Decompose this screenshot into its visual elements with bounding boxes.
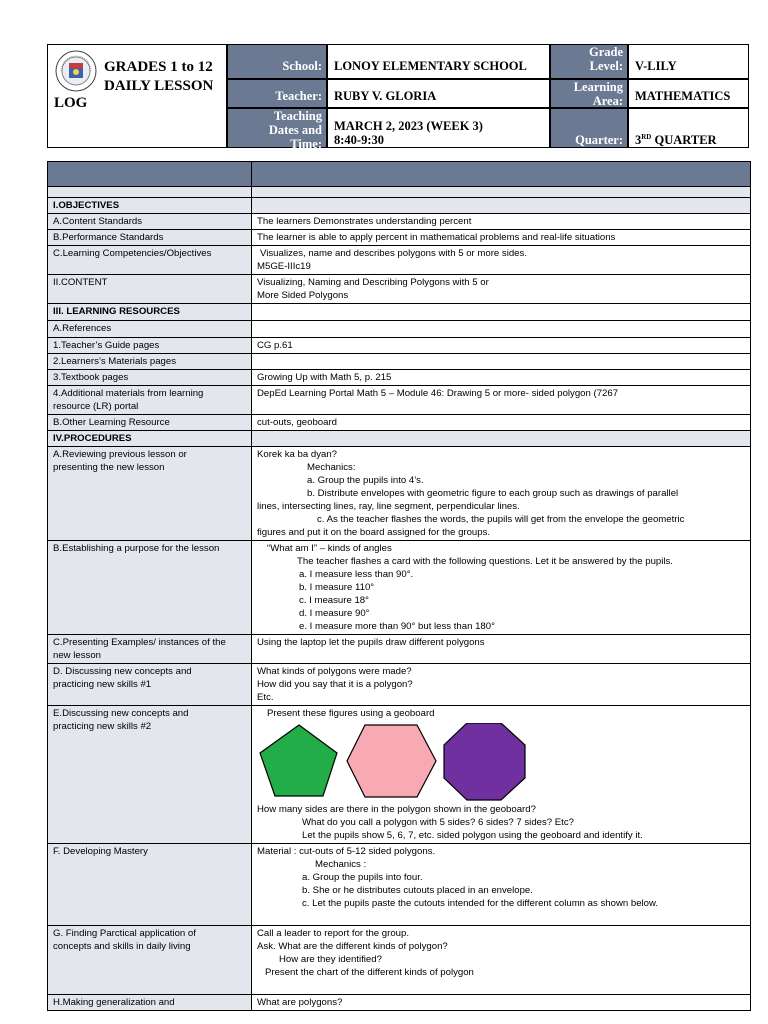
mastery-line: a. Group the pupils into four.	[302, 872, 423, 883]
teaching-dates-label	[227, 108, 327, 151]
mastery-line: Mechanics :	[315, 859, 367, 870]
presenting-label-line1: C.Presenting Examples/ instances of the	[53, 637, 226, 648]
application-line: Present the chart of the different kinds of polygon	[265, 967, 474, 978]
purpose-line: c. I measure 18°	[299, 595, 369, 606]
application-value	[252, 926, 751, 995]
competencies-label: C.Learning Competencies/Objectives	[48, 246, 252, 275]
discussing1-label-line2: practicing new skills #1	[53, 679, 152, 690]
content-label: II.CONTENT	[48, 275, 252, 304]
title-daily-lesson: DAILY LESSON	[104, 78, 214, 94]
teachers-guide-row	[48, 338, 751, 354]
lesson-plan-table	[47, 161, 751, 1011]
quarter-value	[628, 108, 749, 148]
procedures-row	[48, 431, 751, 447]
discussing2-line: What do you call a polygon with 5 sides? 6 sides? 7 sides? Etc?	[302, 817, 574, 828]
references-row	[48, 321, 751, 338]
review-line: b. Distribute envelopes with geometric figure to each group such as drawings of parallel	[307, 488, 679, 499]
title-log: LOG	[54, 95, 88, 111]
purpose-line: The teacher flashes a card with the following questions. Let it be answered by the pupils.	[297, 556, 673, 567]
performance-standards-label: B.Performance Standards	[48, 230, 252, 246]
competencies-line2: M5GE-IIIc19	[257, 261, 311, 272]
textbook-row	[48, 370, 751, 386]
procedures-label: IV.PROCEDURES	[48, 431, 252, 447]
discussing2-intro: Present these figures using a geoboard	[267, 708, 435, 719]
other-resource-row	[48, 415, 751, 431]
competencies-line1: Visualizes, name and describes polygons with 5 or more sides.	[260, 248, 527, 259]
purpose-line: e. I measure more than 90° but less than 180°	[299, 621, 495, 632]
hexagon-shape	[347, 725, 436, 797]
additional-materials-row	[48, 386, 751, 415]
quarter-label: Quarter:	[550, 108, 628, 148]
review-line: c. As the teacher flashes the words, the pupils will get from the envelope the geometric	[317, 514, 685, 525]
grade-level-value: V-LILY	[628, 44, 749, 79]
dates-label-line1: Teaching	[273, 109, 322, 123]
title-grades: GRADES 1 to 12	[104, 59, 213, 75]
other-resource-value: cut-outs, geoboard	[252, 415, 751, 431]
discussing2-label	[48, 706, 252, 844]
review-line: Mechanics:	[307, 462, 356, 473]
review-line: figures and put it on the board assigned for the groups.	[257, 527, 491, 538]
learners-materials-value	[252, 354, 751, 370]
polygon-figures	[257, 723, 537, 803]
purpose-line: d. I measure 90°	[299, 608, 370, 619]
content-row	[48, 275, 751, 304]
purpose-row	[48, 541, 751, 635]
grade-label-line1: Grade	[588, 45, 623, 59]
mastery-label: F. Developing Mastery	[48, 844, 252, 926]
spacer-cell-left	[48, 187, 252, 198]
review-label	[48, 447, 252, 541]
spacer-row	[48, 187, 751, 198]
school-label: School:	[227, 44, 327, 79]
application-line: Call a leader to report for the group.	[257, 928, 409, 939]
discussing2-row	[48, 706, 751, 844]
area-label-line1: Learning	[573, 80, 623, 94]
discussing1-label-line1: D. Discussing new concepts and	[53, 666, 192, 677]
header-cell-right	[252, 162, 751, 187]
discussing1-line: How did you say that it is a polygon?	[257, 679, 413, 690]
teacher-value: RUBY V. GLORIA	[327, 79, 550, 108]
discussing1-label	[48, 664, 252, 706]
additional-materials-label	[48, 386, 252, 415]
mastery-line: b. She or he distributes cutouts placed in an envelope.	[302, 885, 533, 896]
review-row	[48, 447, 751, 541]
quarter-number: 3	[635, 133, 642, 148]
discussing1-value	[252, 664, 751, 706]
teaching-dates-value	[327, 108, 550, 148]
teaching-time: 8:40-9:30	[334, 133, 384, 147]
discussing1-line: Etc.	[257, 692, 274, 703]
mastery-row	[48, 844, 751, 926]
purpose-value	[252, 541, 751, 635]
mastery-line: Material : cut-outs of 5-12 sided polygons.	[257, 846, 436, 857]
objectives-value	[252, 198, 751, 214]
content-standards-value: The learners Demonstrates understanding percent	[252, 214, 751, 230]
application-row	[48, 926, 751, 995]
additional-materials-value: DepEd Learning Portal Math 5 – Module 46: Drawing 5 or more- sided polygon (7267	[252, 386, 751, 415]
references-value	[252, 321, 751, 338]
discussing2-line: Let the pupils show 5, 6, 7, etc. sided polygon using the geoboard and identify it.	[302, 830, 643, 841]
generalization-value: What are polygons?	[252, 995, 751, 1011]
objectives-label: I.OBJECTIVES	[48, 198, 252, 214]
presenting-label-line2: new lesson	[53, 650, 101, 661]
purpose-line: “What am I” – kinds of angles	[267, 543, 392, 554]
application-label	[48, 926, 252, 995]
application-line: Ask. What are the different kinds of polygon?	[257, 941, 448, 952]
learners-materials-row	[48, 354, 751, 370]
mastery-value	[252, 844, 751, 926]
logo-title-cell	[47, 44, 227, 148]
learning-area-value: MATHEMATICS	[628, 79, 749, 108]
application-line: How are they identified?	[279, 954, 382, 965]
content-line2: More Sided Polygons	[257, 290, 349, 301]
teachers-guide-label: 1.Teacher’s Guide pages	[48, 338, 252, 354]
content-standards-row	[48, 214, 751, 230]
review-line: Korek ka ba dyan?	[257, 449, 338, 460]
review-label-line2: presenting the new lesson	[53, 462, 165, 473]
lesson-log-header	[47, 44, 749, 151]
quarter-word: QUARTER	[654, 133, 717, 148]
purpose-line: a. I measure less than 90°.	[299, 569, 414, 580]
objectives-row	[48, 198, 751, 214]
learning-area-label	[550, 79, 628, 108]
deped-seal-icon	[55, 50, 97, 92]
grade-label-line2: Level:	[589, 59, 623, 73]
grade-level-label	[550, 44, 628, 79]
discussing2-label-line1: E.Discussing new concepts and	[53, 708, 189, 719]
discussing1-line: What kinds of polygons were made?	[257, 666, 412, 677]
generalization-label: H.Making generalization and	[48, 995, 252, 1011]
purpose-line: b. I measure 110°	[299, 582, 375, 593]
review-line: a. Group the pupils into 4’s.	[307, 475, 424, 486]
textbook-value: Growing Up with Math 5, p. 215	[252, 370, 751, 386]
discussing1-row	[48, 664, 751, 706]
presenting-row	[48, 635, 751, 664]
content-line1: Visualizing, Naming and Describing Polygons with 5 or	[257, 277, 489, 288]
performance-standards-value: The learner is able to apply percent in mathematical problems and real-life situations	[252, 230, 751, 246]
teachers-guide-value: CG p.61	[252, 338, 751, 354]
resources-label: III. LEARNING RESOURCES	[48, 304, 252, 321]
presenting-label	[48, 635, 252, 664]
additional-label-line2: resource (LR) portal	[53, 401, 139, 412]
content-value	[252, 275, 751, 304]
application-label-line1: G. Finding Parctical application of	[53, 928, 196, 939]
teacher-label: Teacher:	[227, 79, 327, 108]
discussing2-value	[252, 706, 751, 844]
resources-value	[252, 304, 751, 321]
other-resource-label: B.Other Learning Resource	[48, 415, 252, 431]
textbook-label: 3.Textbook pages	[48, 370, 252, 386]
resources-row	[48, 304, 751, 321]
content-standards-label: A.Content Standards	[48, 214, 252, 230]
school-value: LONOY ELEMENTARY SCHOOL	[327, 44, 550, 79]
references-label: A.References	[48, 321, 252, 338]
discussing2-label-line2: practicing new skills #2	[53, 721, 152, 732]
learners-materials-label: 2.Learners’s Materials pages	[48, 354, 252, 370]
review-value	[252, 447, 751, 541]
review-line: lines, intersecting lines, ray, line segment, perpendicular lines.	[257, 501, 520, 512]
dates-label-line2: Dates and	[268, 123, 322, 137]
header-cell-left	[48, 162, 252, 187]
pentagon-shape	[260, 725, 337, 796]
spacer-cell-right	[252, 187, 751, 198]
procedures-value	[252, 431, 751, 447]
additional-label-line1: 4.Additional materials from learning	[53, 388, 204, 399]
application-label-line2: concepts and skills in daily living	[53, 941, 191, 952]
area-label-line2: Area:	[592, 94, 623, 108]
table-header-row	[48, 162, 751, 187]
competencies-row	[48, 246, 751, 275]
purpose-label: B.Establishing a purpose for the lesson	[48, 541, 252, 635]
presenting-value: Using the laptop let the pupils draw different polygons	[252, 635, 751, 664]
mastery-line: c. Let the pupils paste the cutouts intended for the different column as shown below.	[302, 898, 659, 909]
discussing2-line: How many sides are there in the polygon shown in the geoboard?	[257, 804, 536, 815]
performance-standards-row	[48, 230, 751, 246]
quarter-superscript: RD	[641, 133, 652, 141]
octagon-shape	[444, 723, 525, 800]
review-label-line1: A.Reviewing previous lesson or	[53, 449, 187, 460]
teaching-date: MARCH 2, 2023 (WEEK 3)	[334, 119, 483, 133]
competencies-value	[252, 246, 751, 275]
generalization-row	[48, 995, 751, 1011]
dates-label-line3: Time:	[290, 137, 322, 151]
